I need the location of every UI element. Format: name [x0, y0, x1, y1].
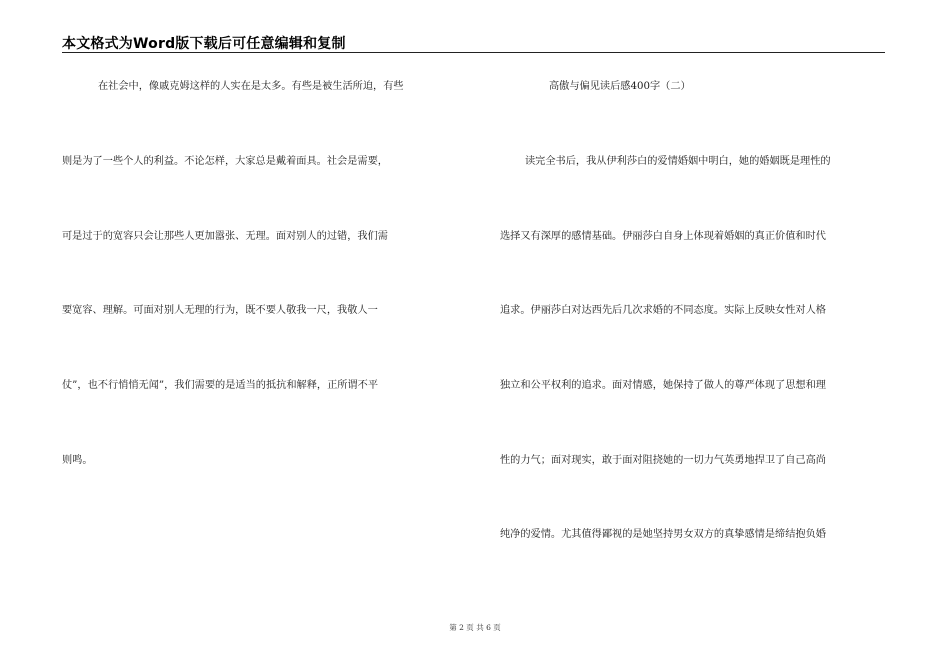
page-number-footer: 第 2 页 共 6 页: [449, 623, 501, 632]
left-paragraph-line: 则鸣。: [62, 455, 93, 466]
right-paragraph-line: 性的力气；面对现实，敢于面对阻挠她的一切力气英勇地捍卫了自己高尚: [500, 455, 826, 466]
right-paragraph-line: 独立和公平权利的追求。面对情感，她保持了做人的尊严体现了思想和理: [500, 380, 826, 391]
right-paragraph-line: 追求。伊丽莎白对达西先后几次求婚的不同态度。实际上反映女性对人格: [500, 305, 826, 316]
header-divider: [62, 52, 885, 53]
left-paragraph-line: 则是为了一些个人的利益。不论怎样，大家总是戴着面具。社会是需要，: [62, 156, 388, 167]
document-header-title: 本文格式为Word版下载后可任意编辑和复制: [62, 36, 346, 52]
left-paragraph-line: 仗”，也不行悄悄无闻”，我们需要的是适当的抵抗和解释，正所谓不平: [62, 380, 379, 391]
left-paragraph-line: 要宽容、理解。可面对别人无理的行为，既不要人敬我一尺，我敬人一: [62, 305, 378, 316]
right-paragraph-line: 纯净的爱情。尤其值得鄙视的是她坚持男女双方的真挚感情是缔结抱负婚: [500, 529, 826, 540]
right-paragraph-line: 读完全书后，我从伊利莎白的爱情婚姻中明白，她的婚姻既是理性的: [525, 156, 831, 167]
left-paragraph-line: 在社会中，像戚克姆这样的人实在是太多。有些是被生活所迫，有些: [98, 81, 404, 92]
left-paragraph-line: 可是过于的宽容只会让那些人更加嚣张、无理。面对别人的过错，我们需: [62, 231, 388, 242]
section-title: 高傲与偏见读后感400字（二）: [549, 81, 691, 92]
right-paragraph-line: 选择又有深厚的感情基础。伊丽莎白自身上体现着婚姻的真正价值和时代: [500, 231, 826, 242]
